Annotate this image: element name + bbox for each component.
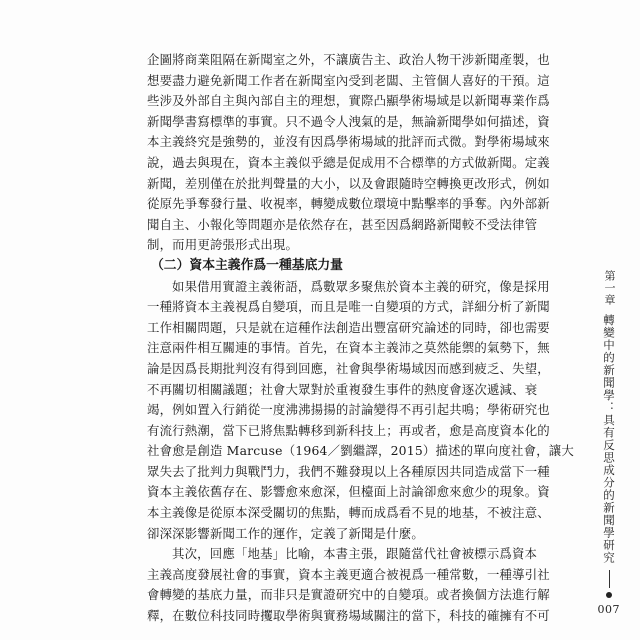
side-chapter-label: 第一章 (603, 270, 616, 306)
text-line: 工作相關問題，只是就在這種作法創造出豐富研究論述的同時，卻也需要 (147, 319, 550, 335)
text-line: 社會愈是創造 Marcuse（1964／劉繼譯，2015）描述的單向度社會，讓大 (147, 443, 574, 459)
paragraph-3 (147, 544, 550, 626)
text-line: 本主義像是從原本深受關切的焦點，轉而成爲看不見的地基，不被注意、 (147, 505, 550, 521)
text-line: 說，過去與現在，資本主義似乎總是促成用不合標準的方式做新聞。定義 (147, 154, 550, 170)
bullet-dot-icon (606, 592, 612, 598)
text-line: 其次，回應「地基」比喻，本書主張，跟隨當代社會被標示爲資本 (172, 546, 538, 562)
chapter-side-tab (596, 270, 622, 598)
text-line: 主義高度發展社會的事實，資本主義更適合被視爲一種常數，一種導引社 (147, 566, 550, 582)
section-heading: （二）資本主義作爲一種基底力量 (151, 257, 343, 273)
text-line: 論是因爲長期批判沒有得到回應，社會與學術場域因而感到疲乏、失望， (147, 360, 550, 376)
text-line: 新聞學書寫標準的事實。只不過令人洩氣的是，無論新聞學如何描述，資 (147, 113, 550, 129)
text-line: 從原先爭奪發行量、收視率，轉變成數位環境中點擊率的爭奪。內外部新 (147, 196, 550, 212)
side-chapter-title: 轉變中的新聞學：具有反思成分的新聞學研究 (602, 314, 616, 564)
text-line: 本主義終究是強勢的，並沒有因爲學術場域的批評而式微。對學術場域來 (147, 134, 550, 150)
text-line: 注意兩件相互關連的事情。首先，在資本主義沛之莫然能禦的氣勢下，無 (147, 340, 550, 356)
text-line: 眾失去了批判力與戰鬥力，我們不難發現以上各種原因共同造成當下一種 (147, 463, 550, 479)
text-line: 想要盡力避免新聞工作者在新聞室內受到老闆、主管個人喜好的干預。這 (147, 72, 550, 88)
text-line: 企圖將商業阻隔在新聞室之外，不讓廣告主、政治人物干涉新聞產製，也 (147, 52, 550, 67)
text-line: 釋，在數位科技同時攫取學術與實務場域關注的當下，科技的確擁有不可 (147, 608, 550, 624)
text-line: 會轉變的基底力量，而非只是實證研究中的自變項。或者換個方法進行解 (147, 587, 550, 603)
text-line: 一種將資本主義視爲自變項，而且是唯一自變項的方式，詳細分析了新聞 (147, 299, 550, 315)
text-line: 如果借用實證主義術語，爲數眾多聚焦於資本主義的研究，像是採用 (172, 278, 550, 294)
paragraph-1 (147, 50, 550, 256)
text-line: 資本主義依舊存在、影響愈來愈深，但檯面上討論卻愈來愈少的現象。資 (147, 484, 550, 500)
paragraph-2 (147, 277, 574, 545)
text-line: 聞自主、小報化等問題亦是依然存在，甚至因爲網路新聞較不受法律管 (147, 216, 538, 232)
text-line: 制，而用更誇張形式出現。 (147, 237, 299, 253)
text-line: 竭，例如置入行銷從一度沸沸揚揚的討論變得不再引起共鳴；學術研究也 (147, 402, 550, 418)
text-line: 有流行熱潮，當下已將焦點轉移到新科技上；再或者，愈是高度資本化的 (147, 422, 550, 438)
text-line: 不再關切相關議題；社會大眾對於重複發生事件的熱度會逐次遞減、衰 (147, 381, 538, 397)
body-text (147, 50, 574, 627)
page-number: 007 (597, 603, 620, 616)
text-line: 新聞，差別僅在於批判聲量的大小，以及會跟隨時空轉換更改形式，例如 (147, 175, 550, 191)
text-line: 卻深深影響新聞工作的運作，定義了新聞是什麼。 (147, 525, 424, 541)
text-line: 些涉及外部自主與內部自主的理想，實際凸顯學術場域是以新聞專業作爲 (147, 93, 550, 109)
side-divider (609, 570, 610, 588)
